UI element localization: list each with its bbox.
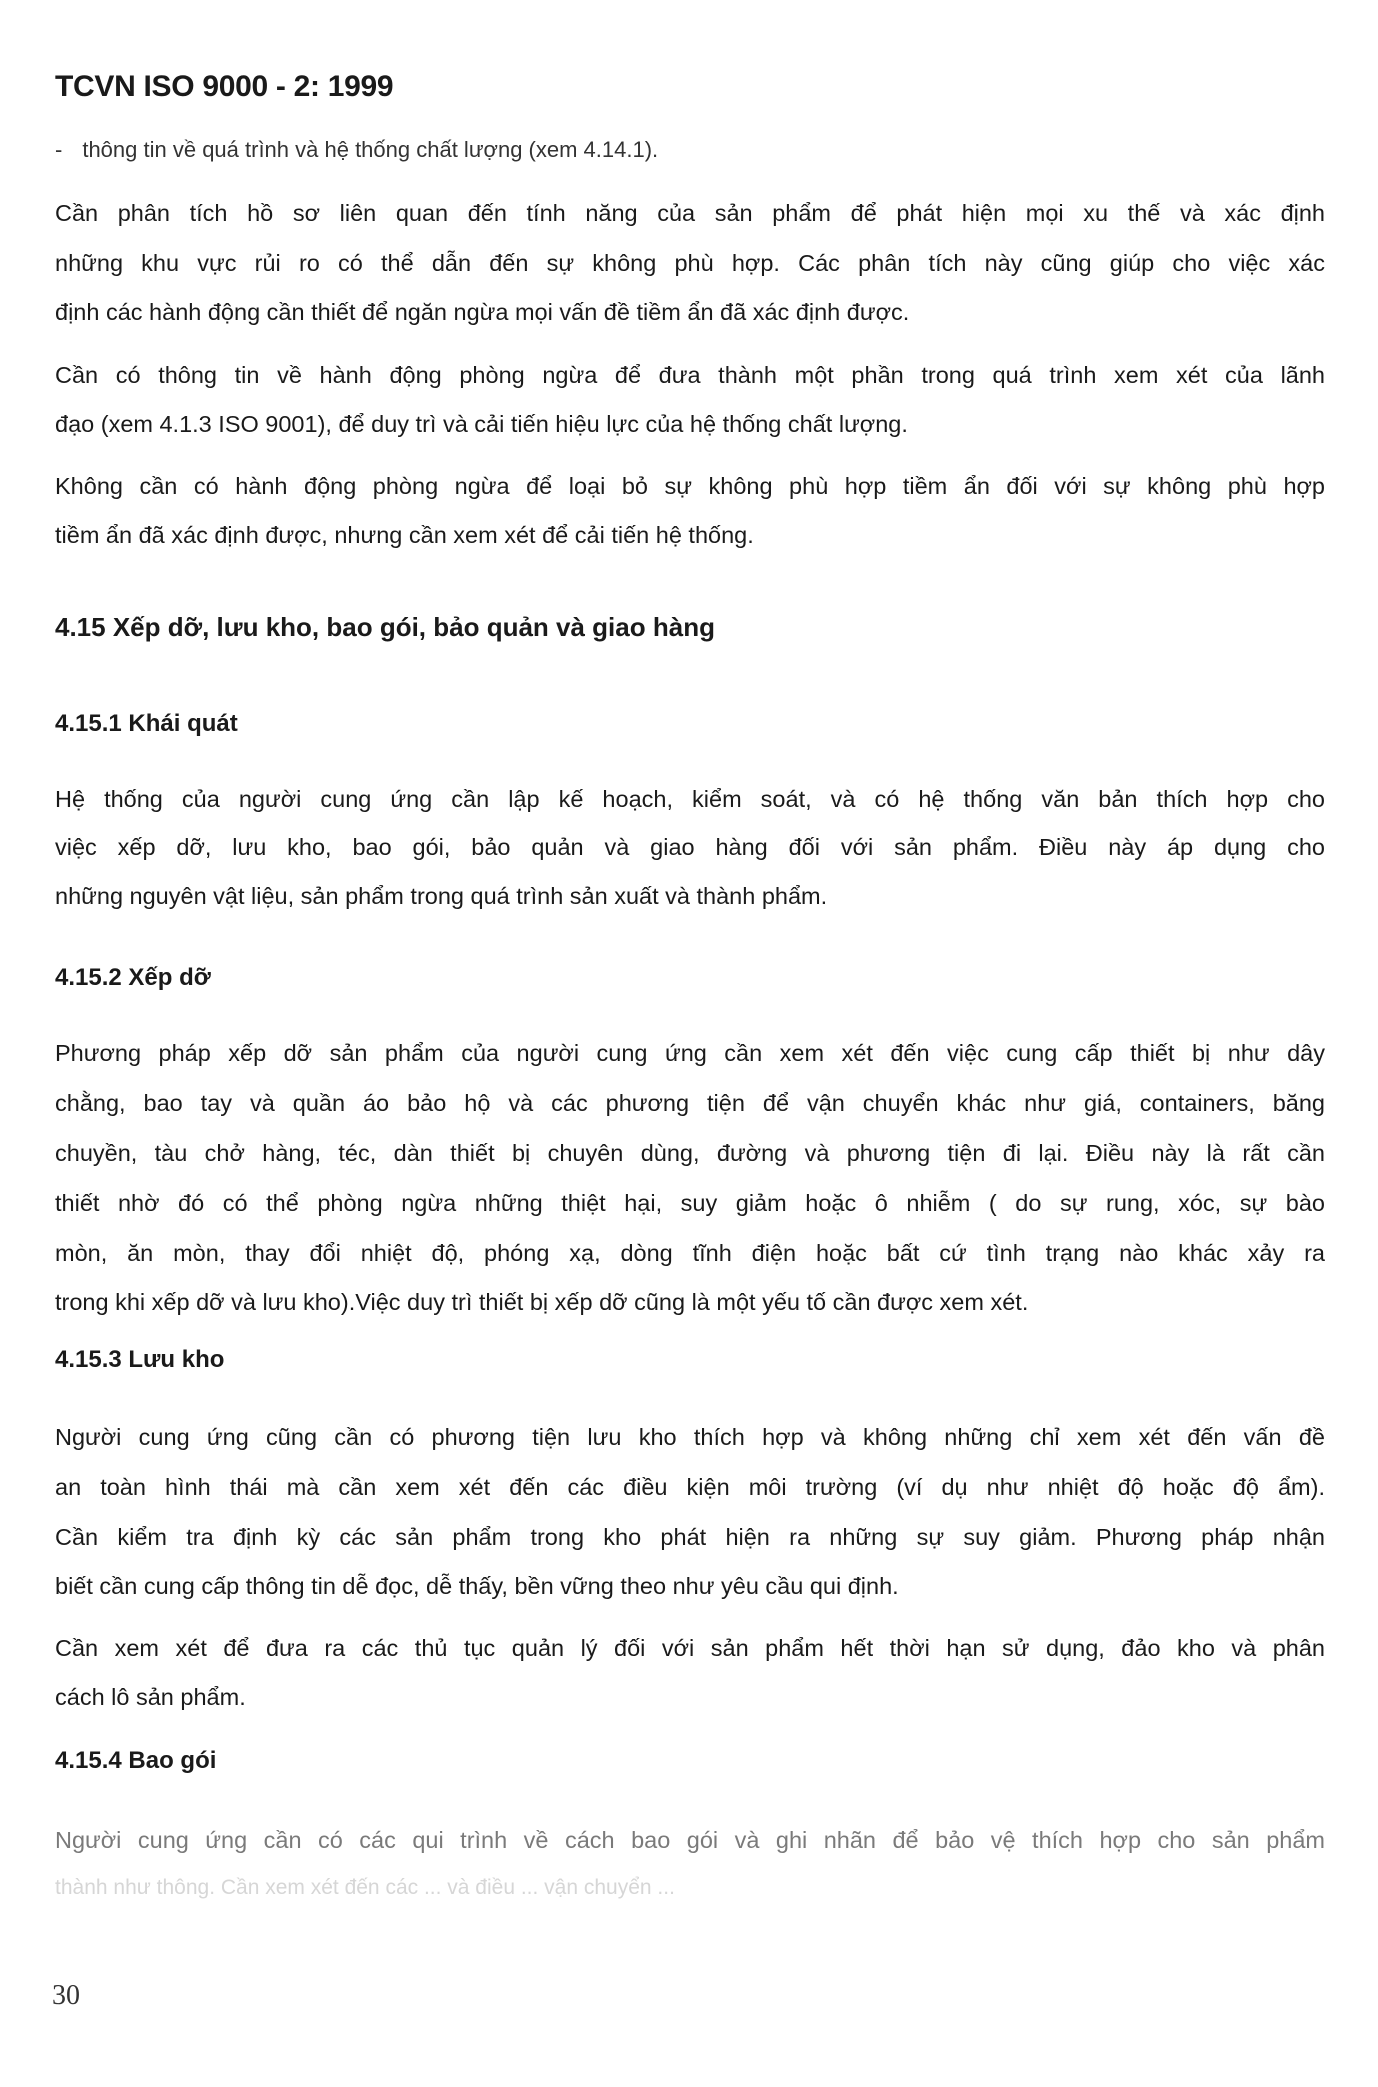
paragraph-line: việc xếp dỡ, lưu kho, bao gói, bảo quản và giao hàng đối với sản phẩm. Điều này áp dụng cho bbox=[55, 834, 1325, 860]
paragraph-line: Cần kiểm tra định kỳ các sản phẩm trong kho phát hiện ra những sự suy giảm. Phương pháp nhận bbox=[55, 1524, 1325, 1550]
paragraph-line: Cần xem xét để đưa ra các thủ tục quản lý đối với sản phẩm hết thời hạn sử dụng, đảo kho và phân bbox=[55, 1635, 1325, 1661]
paragraph-line: thiết nhờ đó có thể phòng ngừa những thiệt hại, suy giảm hoặc ô nhiễm ( do sự rung, xóc, sự bào bbox=[55, 1190, 1325, 1216]
section-heading-4-15-1: 4.15.1 Khái quát bbox=[55, 710, 238, 737]
paragraph-line: Cần có thông tin về hành động phòng ngừa để đưa thành một phần trong quá trình xem xét của lãnh bbox=[55, 362, 1325, 388]
paragraph-line: chuyền, tàu chở hàng, téc, dàn thiết bị chuyên dùng, đường và phương tiện đi lại. Điều này là rất cần bbox=[55, 1140, 1325, 1166]
paragraph-line: Người cung ứng cần có các qui trình về cách bao gói và ghi nhãn để bảo vệ thích hợp cho sản phẩm bbox=[55, 1827, 1325, 1853]
standard-title: TCVN ISO 9000 - 2: 1999 bbox=[55, 70, 394, 103]
paragraph-line: Hệ thống của người cung ứng cần lập kế hoạch, kiểm soát, và có hệ thống văn bản thích hợp cho bbox=[55, 786, 1325, 812]
paragraph-line: Cần phân tích hồ sơ liên quan đến tính năng của sản phẩm để phát hiện mọi xu thế và xác định bbox=[55, 200, 1325, 226]
paragraph-line: chằng, bao tay và quần áo bảo hộ và các phương tiện để vận chuyển khác như giá, containers, băng bbox=[55, 1090, 1325, 1116]
paragraph-line: những khu vực rủi ro có thể dẫn đến sự không phù hợp. Các phân tích này cũng giúp cho việc xác bbox=[55, 250, 1325, 276]
bullet-marker: - bbox=[55, 137, 63, 162]
page-number: 30 bbox=[52, 1980, 80, 2011]
section-heading-4-15-3: 4.15.3 Lưu kho bbox=[55, 1346, 225, 1373]
paragraph-line: mòn, ăn mòn, thay đổi nhiệt độ, phóng xạ, dòng tĩnh điện hoặc bất cứ tình trạng nào khác xảy ra bbox=[55, 1240, 1325, 1266]
paragraph-line: tiềm ẩn đã xác định được, nhưng cần xem xét để cải tiến hệ thống. bbox=[55, 522, 754, 548]
paragraph-line: cách lô sản phẩm. bbox=[55, 1684, 246, 1710]
paragraph-line: Người cung ứng cũng cần có phương tiện lưu kho thích hợp và không những chỉ xem xét đến vấn đề bbox=[55, 1424, 1325, 1450]
paragraph-line: Không cần có hành động phòng ngừa để loại bỏ sự không phù hợp tiềm ẩn đối với sự không phù hợp bbox=[55, 473, 1325, 499]
section-heading-4-15-2: 4.15.2 Xếp dỡ bbox=[55, 964, 211, 991]
paragraph-line: những nguyên vật liệu, sản phẩm trong quá trình sản xuất và thành phẩm. bbox=[55, 883, 828, 909]
paragraph-line: định các hành động cần thiết để ngăn ngừa mọi vấn đề tiềm ẩn đã xác định được. bbox=[55, 299, 910, 325]
paragraph-line: đạo (xem 4.1.3 ISO 9001), để duy trì và cải tiến hiệu lực của hệ thống chất lượng. bbox=[55, 411, 908, 437]
paragraph-line-faded: thành như thông. Cần xem xét đến các ... và điều ... vận chuyển ... bbox=[55, 1876, 675, 1899]
section-heading-4-15: 4.15 Xếp dỡ, lưu kho, bao gói, bảo quản và giao hàng bbox=[55, 612, 715, 642]
bullet-item bbox=[55, 137, 658, 163]
section-heading-4-15-4: 4.15.4 Bao gói bbox=[55, 1747, 217, 1774]
paragraph-line: an toàn hình thái mà cần xem xét đến các điều kiện môi trường (ví dụ như nhiệt độ hoặc độ ẩm). bbox=[55, 1474, 1325, 1500]
bullet-text: thông tin về quá trình và hệ thống chất lượng (xem 4.14.1). bbox=[82, 137, 659, 162]
paragraph-line: biết cần cung cấp thông tin dễ đọc, dễ thấy, bền vững theo như yêu cầu qui định. bbox=[55, 1573, 899, 1599]
paragraph-line: trong khi xếp dỡ và lưu kho).Việc duy trì thiết bị xếp dỡ cũng là một yếu tố cần được xem xét. bbox=[55, 1289, 1029, 1315]
paragraph-line: Phương pháp xếp dỡ sản phẩm của người cung ứng cần xem xét đến việc cung cấp thiết bị như dây bbox=[55, 1040, 1325, 1066]
